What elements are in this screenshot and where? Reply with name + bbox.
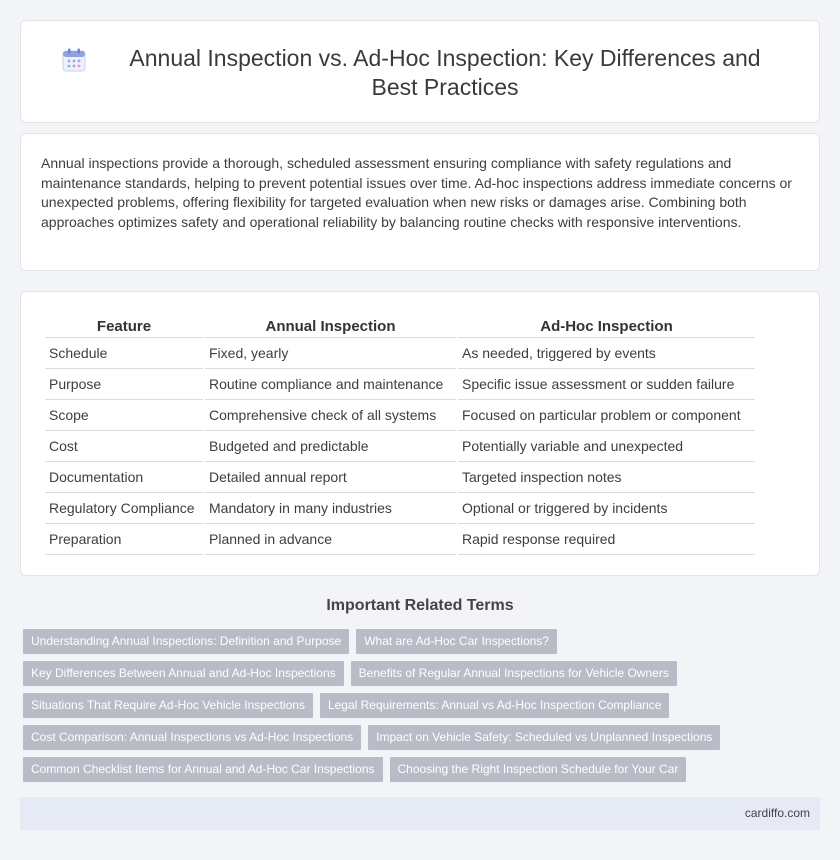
header-adhoc: Ad-Hoc Inspection — [458, 316, 755, 338]
cell-feature: Schedule — [45, 338, 203, 369]
tag-row — [23, 693, 823, 718]
related-terms-list — [23, 629, 823, 789]
cell-annual: Routine compliance and maintenance — [205, 369, 456, 400]
table-row — [45, 462, 755, 493]
footer — [20, 797, 820, 830]
table-row — [45, 338, 755, 369]
header-annual: Annual Inspection — [205, 316, 456, 338]
table-row — [45, 400, 755, 431]
cell-adhoc: As needed, triggered by events — [458, 338, 755, 369]
comparison-card — [20, 291, 820, 576]
related-term-link[interactable]: Impact on Vehicle Safety: Scheduled vs Unplanned Inspections — [368, 725, 720, 750]
cell-feature: Documentation — [45, 462, 203, 493]
cell-feature: Scope — [45, 400, 203, 431]
cell-adhoc: Specific issue assessment or sudden failure — [458, 369, 755, 400]
cell-feature: Cost — [45, 431, 203, 462]
cell-adhoc: Focused on particular problem or component — [458, 400, 755, 431]
related-term-link[interactable]: Key Differences Between Annual and Ad-Hoc Inspections — [23, 661, 344, 686]
related-term-link[interactable]: Understanding Annual Inspections: Definition and Purpose — [23, 629, 349, 654]
cell-annual: Budgeted and predictable — [205, 431, 456, 462]
cell-annual: Detailed annual report — [205, 462, 456, 493]
cell-annual: Mandatory in many industries — [205, 493, 456, 524]
related-term-link[interactable]: Cost Comparison: Annual Inspections vs Ad-Hoc Inspections — [23, 725, 361, 750]
related-term-link[interactable]: What are Ad-Hoc Car Inspections? — [356, 629, 557, 654]
tag-row — [23, 725, 823, 750]
calendar-icon — [61, 47, 87, 73]
table-header-row — [45, 316, 755, 338]
tag-row — [23, 629, 823, 654]
title-card — [20, 20, 820, 123]
cell-adhoc: Optional or triggered by incidents — [458, 493, 755, 524]
tag-row — [23, 757, 823, 782]
related-term-link[interactable]: Common Checklist Items for Annual and Ad-Hoc Car Inspections — [23, 757, 383, 782]
tag-row — [23, 661, 823, 686]
table-row — [45, 431, 755, 462]
cell-adhoc: Targeted inspection notes — [458, 462, 755, 493]
intro-paragraph: Annual inspections provide a thorough, scheduled assessment ensuring compliance with safety regulations and maintenance standards, helping to prevent potential issues over time. Ad-hoc inspections address immediate concerns or unexpected problems, offering flexibility for targeted evaluation when new risks or damages arise. Combining both approaches optimizes safety and operational reliability by balancing routine checks with responsive interventions. — [41, 155, 792, 230]
cell-annual: Comprehensive check of all systems — [205, 400, 456, 431]
cell-adhoc: Rapid response required — [458, 524, 755, 555]
cell-feature: Preparation — [45, 524, 203, 555]
comparison-table — [43, 316, 757, 555]
cell-adhoc: Potentially variable and unexpected — [458, 431, 755, 462]
related-term-link[interactable]: Situations That Require Ad-Hoc Vehicle Inspections — [23, 693, 313, 718]
cell-feature: Purpose — [45, 369, 203, 400]
cell-annual: Planned in advance — [205, 524, 456, 555]
related-term-link[interactable]: Choosing the Right Inspection Schedule for Your Car — [390, 757, 687, 782]
intro-card — [20, 133, 820, 271]
page-title: Annual Inspection vs. Ad-Hoc Inspection: Key Differences and Best Practices — [129, 45, 761, 100]
header-feature: Feature — [45, 316, 203, 338]
title-wrap — [21, 21, 819, 102]
footer-site-link[interactable]: cardiffo.com — [744, 806, 810, 820]
related-term-link[interactable]: Benefits of Regular Annual Inspections for Vehicle Owners — [351, 661, 677, 686]
related-terms-heading: Important Related Terms — [326, 597, 514, 614]
table-row — [45, 493, 755, 524]
cell-feature: Regulatory Compliance — [45, 493, 203, 524]
table-row — [45, 369, 755, 400]
table-row — [45, 524, 755, 555]
cell-annual: Fixed, yearly — [205, 338, 456, 369]
related-term-link[interactable]: Legal Requirements: Annual vs Ad-Hoc Inspection Compliance — [320, 693, 670, 718]
